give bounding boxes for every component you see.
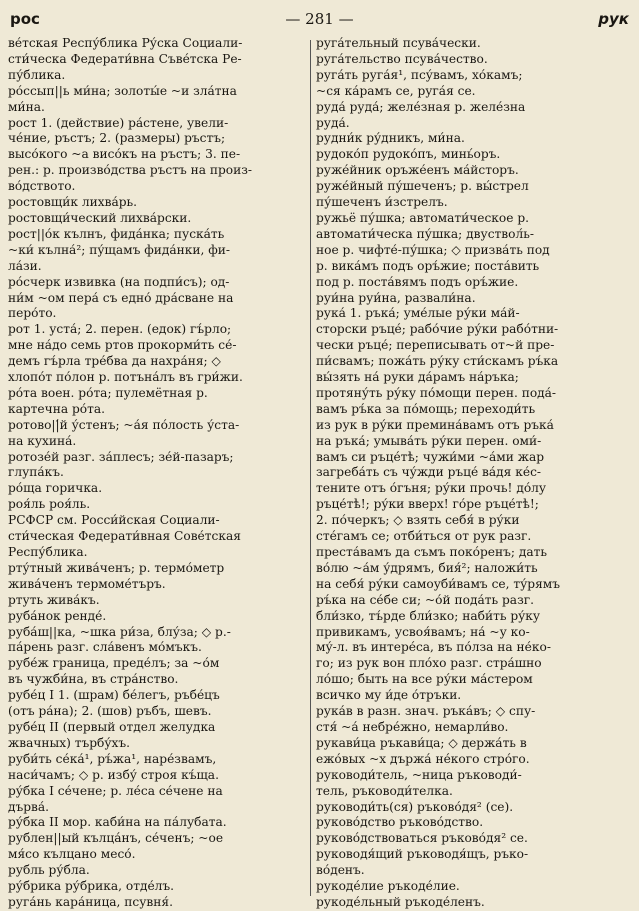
entry-line: роя́ль роя́ль. <box>8 497 91 512</box>
entry-line: на кухина́. <box>8 433 77 448</box>
dictionary-entry <box>8 36 308 84</box>
entry-line: стя́ ~а́ небре́жно, немарли́во. <box>316 719 509 734</box>
entry-line: ро́ща горичка. <box>8 481 103 496</box>
entry-line: па́рень разг. сла́венъ мо́мъкъ. <box>8 640 202 655</box>
entry-line: рот 1. уста́; 2. перен. (едок) гъ́рло; <box>8 322 232 337</box>
entry-line: рублен||ый кълца́нъ, се́ченъ; ~ое <box>8 831 224 846</box>
entry-line: (отъ ра́на); 2. (шов) ръбъ, шевъ. <box>8 704 212 719</box>
dictionary-entry <box>316 704 634 736</box>
dictionary-entry <box>8 227 308 275</box>
entry-line: рука́ 1. ръка́; уме́лые ру́ки ма́й- <box>316 306 520 321</box>
entry-line: во́дството. <box>8 179 76 194</box>
dictionary-entry <box>316 52 634 68</box>
dictionary-entry <box>316 131 634 147</box>
entry-line: наси́чамъ; ◇ р. избу́ строя къ́ща. <box>8 767 219 782</box>
page-header <box>10 10 629 32</box>
entry-line: рубе́ц I 1. (шрам) бе́легъ, ръбе́цъ <box>8 688 220 703</box>
entry-line: руга́тельство псува́чество. <box>316 51 488 66</box>
dictionary-entry <box>8 625 308 657</box>
dictionary-entry <box>316 68 634 100</box>
entry-line: ни́м ~ом пера́ съ едно́ дра́сване на <box>8 290 234 305</box>
entry-line: ръце́тѣ!; ру́ки вверх! го́ре ръце́тѣ!; <box>316 497 539 512</box>
entry-line: хлопо́т по́лон р. потъна́лъ въ гри́жи. <box>8 370 243 385</box>
entry-line: му́-л. въ интере́са, въ по́лза на не́ко- <box>316 640 551 655</box>
entry-line: ру́брика ру́брика, отде́лъ. <box>8 879 175 894</box>
entry-line: руга́ть руга́я¹, псу́вамъ, хо́камъ; <box>316 67 523 82</box>
entry-line: сте́гамъ се; отби́ться от рук разг. <box>316 529 532 544</box>
dictionary-entry <box>8 386 308 418</box>
entry-line: вы́зять на́ руки да́рамъ на́ръка; <box>316 370 519 385</box>
entry-line: руково́дство ръково́дство. <box>316 815 484 830</box>
dictionary-entry <box>8 418 308 450</box>
entry-line: чески ръце́; переписывать от~й пре- <box>316 338 555 353</box>
dictionary-entry <box>8 593 308 609</box>
column-divider <box>310 40 311 896</box>
entry-line: автомати́ческа пу́шка; двуствол́ь- <box>316 226 534 241</box>
entry-line: руково́дствоваться ръково́дя² се. <box>316 831 528 846</box>
entry-line: рудоко́п рудоко́пъ, минь́оръ. <box>316 147 501 162</box>
dictionary-entry <box>316 179 634 211</box>
entry-line: р. вика́мъ подъ оръ́жие; поста́вить <box>316 258 540 273</box>
entry-line: вамъ ръ́ка за по́мощь; переходи́ть <box>316 401 536 416</box>
dictionary-entry <box>8 656 308 688</box>
dictionary-entry <box>316 36 634 52</box>
entry-line: жива́ченъ термоме́търъ. <box>8 576 166 591</box>
entry-line: ежо́вых ~х държа́ не́кого стро́го. <box>316 751 530 766</box>
dictionary-entry <box>8 879 308 895</box>
entry-line: тените отъ о́гъня; ру́ки прочь! до́лу <box>316 481 547 496</box>
entry-line: ро́счерк извивка (на подпи́съ); од- <box>8 274 230 289</box>
dictionary-entry <box>8 609 308 625</box>
dictionary-entry <box>316 847 634 879</box>
entry-line: ротозе́й разг. за́плесъ; зе́й-пазаръ; <box>8 449 234 464</box>
entry-line: ми́на. <box>8 99 45 114</box>
dictionary-entry <box>316 306 634 704</box>
entry-line: пу́блика. <box>8 67 66 82</box>
entry-line: ротово||́й у́стенъ; ~а́я по́лость у́ста- <box>8 417 240 432</box>
entry-line: жвачных) търбу́хъ. <box>8 735 131 750</box>
dictionary-entry <box>316 831 634 847</box>
entry-line: че́ние, ръстъ; 2. (размеры) ръстъ; <box>8 131 226 146</box>
entry-line: привикамъ, усвоя́вамъ; на́ ~у ко- <box>316 624 530 639</box>
dictionary-entry <box>316 815 634 831</box>
entry-line: вамъ си ръце́тѣ; чужи́ми ~а́ми жар <box>316 449 545 464</box>
entry-line: въ чужби́на, въ стра́нство. <box>8 672 179 687</box>
entry-line: рубль ру́бла. <box>8 863 90 878</box>
entry-line: рубе́ц II (первый отдел желудка <box>8 719 216 734</box>
entry-line: рен.: р. произво́дства ръстъ на произ- <box>8 163 253 178</box>
entry-line: руби́ть се́ка́¹, ръ́жа¹, наре́звамъ, <box>8 751 217 766</box>
entry-line: перо́то. <box>8 306 57 321</box>
entry-line: РСФСР см. Росси́йская Социали- <box>8 513 220 528</box>
entry-line: бли́зко, тъ́рде бли́зко; наби́ть ру́ку <box>316 608 541 623</box>
entry-line: рост 1. (действие) ра́стене, увели- <box>8 115 229 130</box>
entry-line: руга́тельный псува́чески. <box>316 36 481 50</box>
dictionary-entry <box>8 481 308 497</box>
entry-line: дърва́. <box>8 799 50 814</box>
header-left-guideword: рос <box>10 10 40 28</box>
dictionary-entry <box>8 450 308 482</box>
entry-line: демъ гъ́рла тре́бва да нахра́ня; ◇ <box>8 354 221 369</box>
entry-line: руда́ руда́; желе́зная р. желе́зна <box>316 99 526 114</box>
dictionary-entry <box>8 561 308 593</box>
entry-line: ръ́ка на се́бе си; ~о́й пода́ть разг. <box>316 592 534 607</box>
entry-line: на себя́ ру́ки самоуби́вамъ се, ту́рямъ <box>316 576 560 591</box>
entry-line: пу́шеченъ и́зстрелъ. <box>316 195 448 210</box>
dictionary-entry <box>8 863 308 879</box>
entry-line: ростовщи́ческий лихва́рски. <box>8 210 192 225</box>
entry-line: рудни́к ру́дникъ, ми́на. <box>316 131 465 146</box>
entry-line: тель, ръководи́телка. <box>316 783 453 798</box>
dictionary-entry <box>316 879 634 895</box>
dictionary-entry <box>316 211 634 291</box>
left-column <box>8 36 308 909</box>
entry-line: под р. поста́вямъ подъ оръ́жие. <box>316 274 519 289</box>
entry-line: во́денъ. <box>316 863 365 878</box>
dictionary-entry <box>316 895 634 911</box>
entry-line: ло́шо; быть на все ру́ки ма́стером <box>316 672 533 687</box>
entry-line: пи́свамъ; пожа́ть ру́ку сти́скамъ ръ́ка <box>316 354 559 369</box>
dictionary-entry <box>316 100 634 132</box>
entry-line: всичко му и́де о́тръки. <box>316 688 462 703</box>
page-number: — 281 — <box>285 10 354 28</box>
dictionary-entry <box>8 831 308 863</box>
dictionary-entry <box>8 116 308 196</box>
entry-line: ~ся ка́рамъ се, руга́я се. <box>316 83 476 98</box>
entry-line: сти́ческая Федерати́вная Сове́тская <box>8 529 241 544</box>
entry-line: руководи́тель, ~ница ръководи́- <box>316 767 522 782</box>
dictionary-entry <box>8 815 308 831</box>
entry-line: руба́нок ренде́. <box>8 608 107 623</box>
dictionary-entry <box>316 291 634 307</box>
entry-line: глупа́къ. <box>8 465 64 480</box>
dictionary-entry <box>316 800 634 816</box>
dictionary-entry <box>8 195 308 211</box>
entry-line: руже́йный пу́шеченъ; р. вы́стрел <box>316 179 529 194</box>
dictionary-entry <box>316 147 634 163</box>
entry-line: руда́. <box>316 115 350 130</box>
entry-line: руководя́щий ръководя́щъ, ръко- <box>316 847 529 862</box>
entry-line: руководи́ть(ся) ръково́дя² (се). <box>316 799 514 814</box>
entry-line: рука́в в разн. знач. ръка́въ; ◇ спу- <box>316 704 536 719</box>
dictionary-entry <box>316 163 634 179</box>
dictionary-entry <box>8 211 308 227</box>
entry-line: руба́ш||ка, ~шка ри́за, блу́за; ◇ р.- <box>8 624 231 639</box>
entry-line: рост||о́к кълнъ, фида́нка; пуска́ть <box>8 226 225 241</box>
entry-line: сторски ръце́; рабо́чие ру́ки рабо́тни- <box>316 322 559 337</box>
entry-line: ла́зи. <box>8 258 42 273</box>
entry-line: рукоде́лие ръкоде́лие. <box>316 879 460 894</box>
entry-line: на ръка́; умыва́ть ру́ки перен. оми́- <box>316 433 542 448</box>
entry-line: протяну́ть ру́ку по́мощи перен. пода́- <box>316 385 557 400</box>
header-right-guideword: рук <box>598 10 629 28</box>
dictionary-entry <box>8 84 308 116</box>
entry-line: руже́йник оръже́енъ ма́йсторъ. <box>316 163 519 178</box>
entry-line: ро́ссып||ь ми́на; золоты́е ~и зла́тна <box>8 83 237 98</box>
entry-line: руи́на руи́на, развали́на. <box>316 290 476 305</box>
dictionary-entry <box>8 688 308 720</box>
entry-line: ру́бка I се́чене; р. ле́са се́чене на <box>8 783 223 798</box>
entry-line: го; из рук вон пло́хо разг. стра́шно <box>316 656 542 671</box>
right-column <box>316 36 634 909</box>
entry-line: ве́тская Респу́блика Ру́ска Социали- <box>8 36 243 50</box>
entry-line: сти́ческа Федерати́вна Съве́тска Ре- <box>8 51 242 66</box>
dictionary-entry <box>8 513 308 561</box>
entry-line: во́лю ~а́м у́дрямъ, бия́²; наложи́ть <box>316 560 538 575</box>
dictionary-entry <box>316 768 634 800</box>
entry-line: преста́вамъ да съмъ поко́ренъ; дать <box>316 545 547 559</box>
entry-line: 2. по́черкъ; ◇ взять себя́ в ру́ки <box>316 513 520 528</box>
dictionary-entry <box>8 752 308 784</box>
entry-line: рту́тный жива́ченъ; р. термо́метр <box>8 560 225 575</box>
dictionary-entry <box>316 736 634 768</box>
entry-line: загреба́ть съ чу́жди ръце́ ва́дя ке́с- <box>316 465 542 480</box>
entry-line: высо́кого ~а висо́къ на ръстъ; 3. пе- <box>8 147 241 162</box>
entry-line: руга́нь кара́ница, псувня́. <box>8 894 173 909</box>
entry-line: мя́со кълцано месо́. <box>8 847 136 862</box>
entry-line: из рук в ру́ки премина́вамъ отъ ръка́ <box>316 417 554 432</box>
entry-line: ру́бка II мор. каби́на на па́лубата. <box>8 815 227 830</box>
entry-line: ное р. чифте́-пу́шка; ◇ призва́ть под <box>316 242 550 257</box>
entry-line: мне на́до семь ртов прокорми́ть се́- <box>8 338 237 353</box>
entry-line: картечна ро́та. <box>8 401 105 416</box>
entry-line: ~ки́ кълна́²; пу́щамъ фида́нки, фи- <box>8 242 231 257</box>
entry-line: ростовщи́к лихва́рь. <box>8 195 138 210</box>
dictionary-entry <box>8 895 308 911</box>
entry-line: рубе́ж граница, преде́лъ; за ~о́м <box>8 656 220 671</box>
dictionary-entry <box>8 720 308 752</box>
entry-line: рукави́ца ръкави́ца; ◇ держа́ть в <box>316 735 527 750</box>
entry-line: ружьё пу́шка; автомати́ческое р. <box>316 210 530 225</box>
entry-line: Респу́блика. <box>8 545 88 559</box>
entry-line: ртуть жива́къ. <box>8 592 100 607</box>
dictionary-entry <box>8 275 308 323</box>
dictionary-entry <box>8 322 308 386</box>
entry-line: рукоде́льный ръкоде́ленъ. <box>316 894 485 909</box>
entry-line: ро́та воен. ро́та; пулемётная р. <box>8 385 208 400</box>
dictionary-entry <box>8 784 308 816</box>
dictionary-entry <box>8 497 308 513</box>
